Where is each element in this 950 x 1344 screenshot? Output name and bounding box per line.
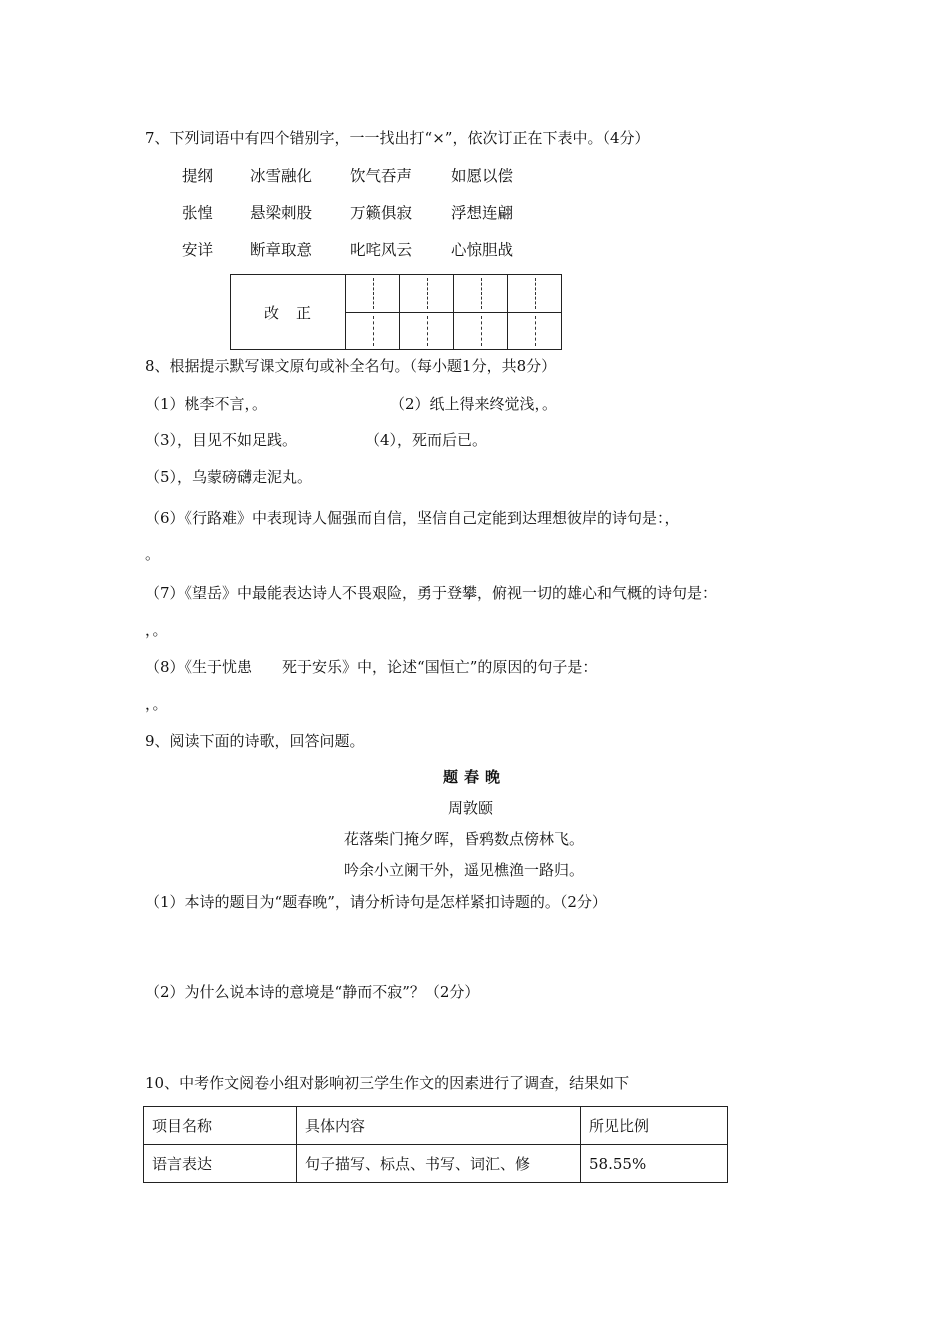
correction-cell[interactable]: [400, 312, 454, 350]
q8-item-1: （1）桃李不言，。: [145, 395, 268, 413]
q8-prompt: 8、根据提示默写课文原句或补全名句。（每小题1分，共8分）: [145, 357, 557, 375]
column-header: 项目名称: [144, 1107, 297, 1145]
q8-item-6: （6）《行路难》中表现诗人倔强而自信，坚信自己定能到达理想彼岸的诗句是：，: [145, 509, 680, 527]
q7-word: 安详: [182, 241, 214, 259]
q7-word: 万籁俱寂: [350, 204, 413, 222]
q7-word: 张惶: [182, 204, 214, 222]
table-cell: 句子描写、标点、书写、词汇、修: [297, 1145, 581, 1183]
table-cell: 语言表达: [144, 1145, 297, 1183]
survey-table: [143, 1106, 728, 1183]
q8-item-3: （3），目见不如足践。: [145, 431, 298, 449]
poem-line: 吟余小立阑干外，遥见樵渔一路归。: [344, 861, 585, 879]
q8-item-7: （7）《望岳》中最能表达诗人不畏艰险，勇于登攀，俯视一切的雄心和气概的诗句是：: [145, 584, 718, 602]
q7-word: 冰雪融化: [250, 167, 313, 185]
q8-item-2: （2）纸上得来终觉浅，。: [390, 395, 558, 413]
q7-word: 提纲: [182, 167, 214, 185]
column-header: 所见比例: [581, 1107, 728, 1145]
correction-cell[interactable]: [346, 275, 400, 313]
q10-prompt: 10、中考作文阅卷小组对影响初三学生作文的因素进行了调查，结果如下: [145, 1074, 630, 1092]
q7-word: 断章取意: [250, 241, 313, 259]
q8-item-5: （5），乌蒙磅礴走泥丸。: [145, 468, 313, 486]
correction-cell[interactable]: [454, 312, 508, 350]
q7-word: 饮气吞声: [350, 167, 413, 185]
correction-cell[interactable]: [508, 275, 562, 313]
q7-word: 叱咤风云: [350, 241, 413, 259]
table-row: [144, 1145, 728, 1183]
poem-line: 花落柴门掩夕晖，昏鸦数点傍林飞。: [344, 830, 585, 848]
q8-item-6-continued: 。: [145, 545, 161, 563]
poem-author: 周敦颐: [448, 799, 494, 817]
correction-label: 改 正: [231, 275, 346, 350]
correction-cell[interactable]: [346, 312, 400, 350]
q9-subquestion-2: （2）为什么说本诗的意境是“静而不寂”？（2分）: [145, 983, 480, 1001]
q8-item-8: （8）《生于忧患 死于安乐》中，论述“国恒亡”的原因的句子是：: [145, 658, 598, 676]
table-header-row: [144, 1107, 728, 1145]
q8-item-4: （4），死而后已。: [365, 431, 488, 449]
q8-item-8-continued: ，。: [145, 695, 168, 713]
correction-cell[interactable]: [508, 312, 562, 350]
q7-prompt: 7、下列词语中有四个错别字，一一找出打“×”，依次订正在下表中。（4分）: [145, 129, 650, 147]
q7-word: 心惊胆战: [451, 241, 514, 259]
poem-title: 题春晚: [443, 768, 507, 786]
q7-word: 浮想连翩: [451, 204, 514, 222]
q7-correction-table: [230, 274, 562, 350]
table-cell: 58.55%: [581, 1145, 728, 1183]
column-header: 具体内容: [297, 1107, 581, 1145]
q7-word: 悬梁刺股: [250, 204, 313, 222]
q9-subquestion-1: （1）本诗的题目为“题春晚”，请分析诗句是怎样紧扣诗题的。（2分）: [145, 893, 607, 911]
q8-item-7-continued: ，。: [145, 621, 168, 639]
correction-cell[interactable]: [400, 275, 454, 313]
correction-cell[interactable]: [454, 275, 508, 313]
q7-word: 如愿以偿: [451, 167, 514, 185]
q9-prompt: 9、阅读下面的诗歌，回答问题。: [145, 732, 365, 750]
